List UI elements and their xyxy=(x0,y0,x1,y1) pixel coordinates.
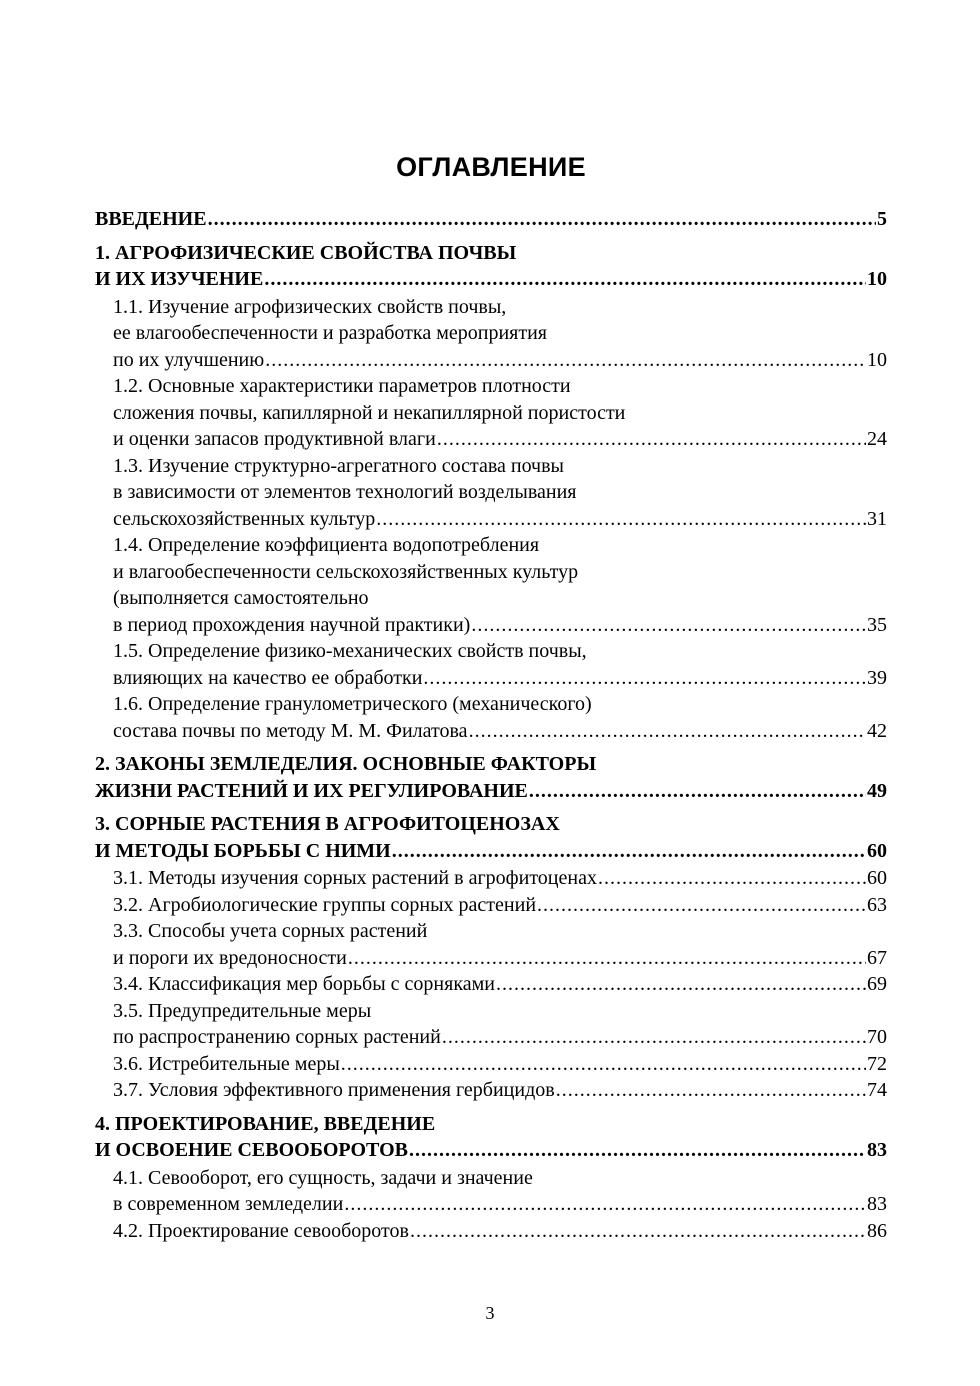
toc-section-page: 63 xyxy=(867,893,887,916)
toc-section-title: состава почвы по методу М. М. Филатова xyxy=(113,719,468,742)
toc-section-title: по их улучшению xyxy=(113,348,265,371)
toc-section-title: влияющих на качество ее обработки xyxy=(113,666,423,689)
toc-section-page: 72 xyxy=(867,1052,887,1075)
toc-chapter-line xyxy=(95,266,887,293)
toc-section-title: сельскохозяйственных культур xyxy=(113,507,376,530)
toc-section-line xyxy=(95,320,887,347)
dot-leader xyxy=(496,971,866,998)
toc-section-page: 10 xyxy=(867,348,887,371)
toc-section-line xyxy=(95,373,887,400)
toc-section-title: 3.3. Способы учета сорных растений xyxy=(113,920,428,942)
toc-section-line xyxy=(95,506,887,533)
toc-chapter-page: 10 xyxy=(867,268,887,290)
toc-section-title: по распространению сорных растений xyxy=(113,1026,441,1048)
toc-section-title: в зависимости от элементов технологий возделывания xyxy=(113,481,577,503)
toc-section-line xyxy=(95,347,887,374)
toc-section-line xyxy=(95,559,887,586)
toc-section-title: 1.3. Изучение структурно-агрегатного состава почвы xyxy=(113,454,564,477)
toc-chapter-title: И ИХ ИЗУЧЕНИЕ xyxy=(95,268,264,290)
page-number: 3 xyxy=(485,1303,495,1323)
toc-section-page: 42 xyxy=(867,719,887,742)
toc-chapter-title: ЖИЗНИ РАСТЕНИЙ И ИХ РЕГУЛИРОВАНИЕ xyxy=(95,779,528,802)
dot-leader xyxy=(409,1137,866,1164)
toc-chapter-line xyxy=(95,1111,887,1138)
dot-leader xyxy=(598,865,866,892)
dot-leader xyxy=(376,506,866,533)
spacer xyxy=(95,804,887,811)
toc-intro-title: ВВЕДЕНИЕ xyxy=(95,208,207,230)
toc-section-page: 24 xyxy=(867,428,887,450)
toc-chapter-title: 3. СОРНЫЕ РАСТЕНИЯ В АГРОФИТОЦЕНОЗАХ xyxy=(95,813,560,835)
toc-section-title: 3.1. Методы изучения сорных растений в агрофитоценах xyxy=(113,867,597,889)
toc-section-title: сложения почвы, капиллярной и некапиллярной пористости xyxy=(113,401,626,424)
toc-section-line xyxy=(95,1191,887,1218)
toc-section-title: 4.2. Проектирование севооборотов xyxy=(113,1219,409,1242)
dot-leader xyxy=(537,892,866,919)
toc-section-title: 3.7. Условия эффективного применения гербицидов xyxy=(113,1079,555,1101)
dot-leader xyxy=(264,266,866,293)
spacer xyxy=(95,233,887,240)
toc-section-page: 39 xyxy=(867,666,887,689)
toc-chapter-line xyxy=(95,1137,887,1164)
toc-section-title: и пороги их вредоносности xyxy=(113,946,347,969)
dot-leader xyxy=(341,1051,866,1078)
toc-section-page: 67 xyxy=(867,946,887,969)
spacer xyxy=(95,1104,887,1111)
dot-leader xyxy=(348,945,866,972)
toc-section-line xyxy=(95,691,887,718)
toc-section-line xyxy=(95,892,887,919)
toc-intro-page: 5 xyxy=(877,208,887,230)
toc-section-title: 4.1. Севооборот, его сущность, задачи и значение xyxy=(113,1166,533,1189)
dot-leader xyxy=(442,1024,866,1051)
dot-leader xyxy=(344,1191,866,1218)
toc-section-line xyxy=(95,585,887,612)
toc-section-line xyxy=(95,400,887,427)
toc-section-title: 3.4. Классификация мер борьбы с сорняками xyxy=(113,973,495,995)
dot-leader xyxy=(437,426,866,453)
toc-section-line xyxy=(95,945,887,972)
toc-section-line xyxy=(95,1218,887,1245)
toc-chapter-title: И ОСВОЕНИЕ СЕВООБОРОТОВ xyxy=(95,1139,408,1161)
dot-leader xyxy=(208,206,876,233)
toc-section-title: 3.5. Предупредительные меры xyxy=(113,999,372,1022)
toc-section-line xyxy=(95,1024,887,1051)
toc-section-line xyxy=(95,1051,887,1078)
toc-chapter-line xyxy=(95,838,887,865)
toc-section-title: 3.6. Истребительные меры xyxy=(113,1052,340,1075)
toc-section-title: 1.6. Определение гранулометрического (механического) xyxy=(113,693,592,715)
dot-leader xyxy=(265,347,866,374)
toc-section-line xyxy=(95,426,887,453)
toc-chapter-title: 1. АГРОФИЗИЧЕСКИЕ СВОЙСТВА ПОЧВЫ xyxy=(95,241,517,264)
toc-section-line xyxy=(95,998,887,1025)
toc-section-page: 86 xyxy=(867,1219,887,1242)
dot-leader xyxy=(471,612,866,639)
toc-section-line xyxy=(95,865,887,892)
dot-leader xyxy=(423,665,866,692)
toc-section-line xyxy=(95,665,887,692)
toc-section-page: 31 xyxy=(867,507,887,530)
toc-section-title: и оценки запасов продуктивной влаги xyxy=(113,428,436,450)
toc-section-line xyxy=(95,532,887,559)
toc-section-title: и влагообеспеченности сельскохозяйственных культур xyxy=(113,560,579,583)
toc-section-page: 74 xyxy=(867,1079,887,1101)
toc-section-title: ее влагообеспеченности и разработка мероприятия xyxy=(113,322,547,344)
table-of-contents xyxy=(95,206,887,1244)
toc-section-title: (выполняется самостоятельно xyxy=(113,587,369,609)
toc-section-line xyxy=(95,1165,887,1192)
toc-chapter-title: И МЕТОДЫ БОРЬБЫ С НИМИ xyxy=(95,839,391,862)
toc-chapter-line xyxy=(95,778,887,805)
dot-leader xyxy=(469,718,866,745)
page-title: ОГЛАВЛЕНИЕ xyxy=(396,152,586,182)
toc-section-line xyxy=(95,1077,887,1104)
toc-section-page: 70 xyxy=(867,1026,887,1048)
toc-section-title: 1.2. Основные характеристики параметров плотности xyxy=(113,375,571,397)
toc-section-line xyxy=(95,453,887,480)
toc-section-line xyxy=(95,638,887,665)
toc-section-title: 1.5. Определение физико-механических свойств почвы, xyxy=(113,640,587,662)
toc-chapter-page: 49 xyxy=(867,779,887,802)
toc-section-line xyxy=(95,479,887,506)
toc-section-title: в современном земледелии xyxy=(113,1193,344,1215)
toc-section-page: 35 xyxy=(867,613,887,636)
dot-leader xyxy=(410,1218,866,1245)
toc-section-page: 60 xyxy=(867,867,887,889)
toc-section-page: 69 xyxy=(867,973,887,995)
dot-leader xyxy=(529,778,866,805)
toc-section-page: 83 xyxy=(867,1193,887,1215)
toc-chapter-page: 83 xyxy=(867,1139,887,1161)
toc-chapter-line xyxy=(95,811,887,838)
dot-leader xyxy=(392,838,866,865)
toc-chapter-page: 60 xyxy=(867,839,887,862)
toc-section-title: 1.4. Определение коэффициента водопотребления xyxy=(113,534,540,556)
toc-chapter-title: 2. ЗАКОНЫ ЗЕМЛЕДЕЛИЯ. ОСНОВНЫЕ ФАКТОРЫ xyxy=(95,753,597,775)
toc-section-line xyxy=(95,718,887,745)
toc-chapter-line xyxy=(95,240,887,267)
toc-section-line xyxy=(95,971,887,998)
toc-intro-line xyxy=(95,206,887,233)
toc-section-title: в период прохождения научной практики) xyxy=(113,613,471,636)
dot-leader xyxy=(556,1077,866,1104)
toc-chapter-line xyxy=(95,751,887,778)
toc-section-line xyxy=(95,612,887,639)
toc-section-title: 1.1. Изучение агрофизических свойств почвы, xyxy=(113,295,507,318)
toc-section-line xyxy=(95,294,887,321)
toc-chapter-title: 4. ПРОЕКТИРОВАНИЕ, ВВЕДЕНИЕ xyxy=(95,1112,436,1135)
toc-section-title: 3.2. Агробиологические группы сорных растений xyxy=(113,893,537,916)
toc-section-line xyxy=(95,918,887,945)
spacer xyxy=(95,744,887,751)
